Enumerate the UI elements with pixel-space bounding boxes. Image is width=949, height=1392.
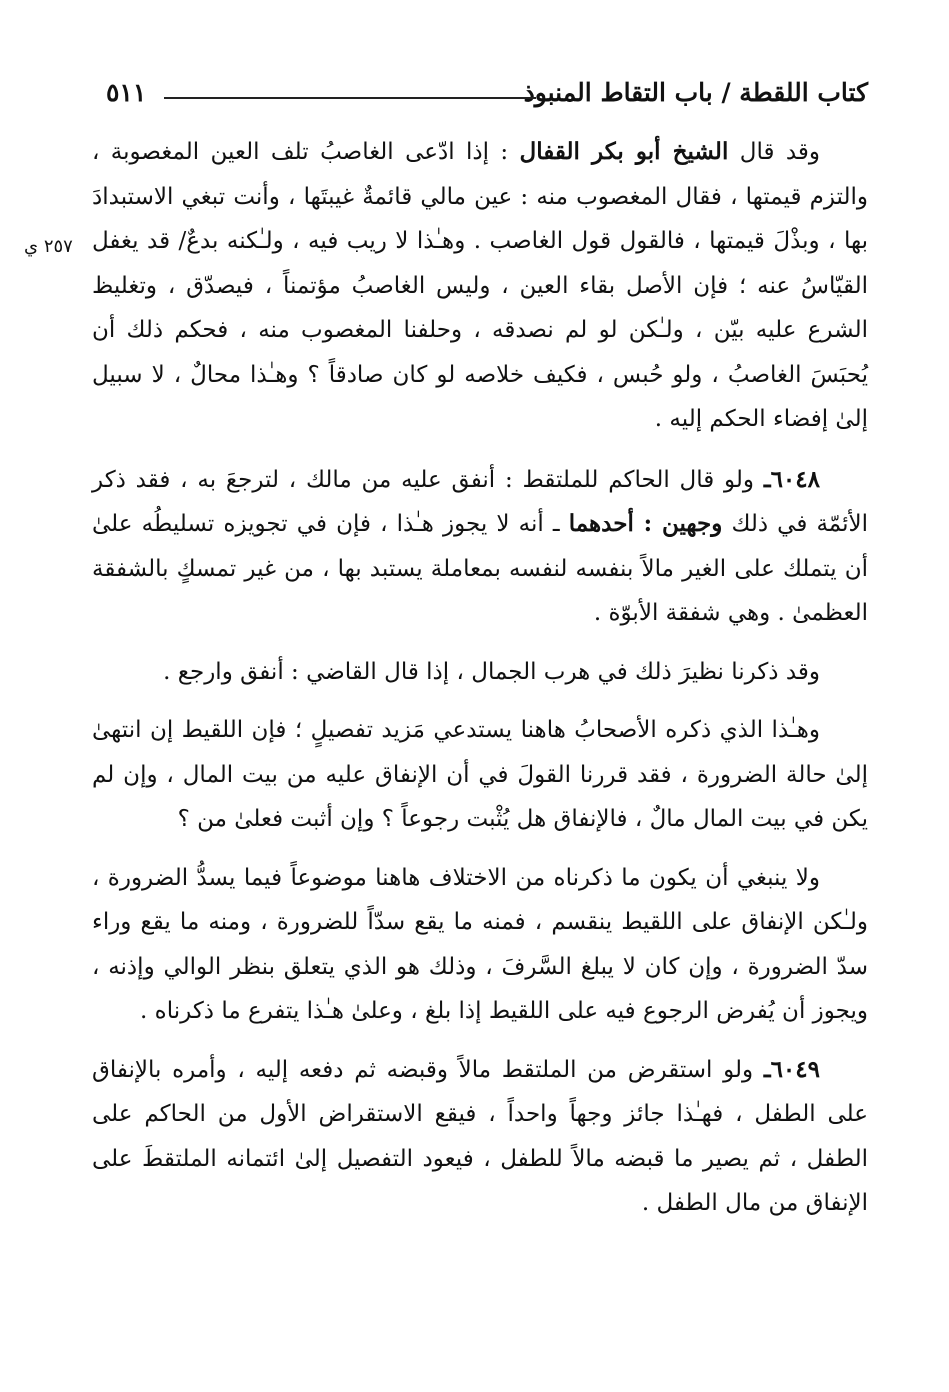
paragraph-3-text: وقد ذكرنا نظيرَ ذلك في هرب الجمال ، إذا قال القاضي : أنفق وارجع . (163, 658, 820, 685)
paragraph-2-bold: وجهين : أحدهما (568, 510, 723, 537)
paragraph-5-text: ولا ينبغي أن يكون ما ذكرناه من الاختلاف هاهنا موضوعاً فيما يسدُّ الضرورة ، ولـٰكن الإنفاق على اللقيط ينقسم ، فمنه ما يقع سدّاً للضرورة ، ومنه ما يقع وراء سدّ الضرورة ، وإن كان لا يبلغ السَّرفَ ، وذلك هو الذي يتعلق بنظر الوالي وإذنه ، ويجوز أن يُفرض الرجوع فيه على اللقيط إذا بلغ ، وعلىٰ هـٰذا يتفرع ما ذكرناه . (92, 864, 868, 1024)
paragraph-6-number: ٦٠٤٩ـ (763, 1055, 820, 1083)
margin-manuscript-ref: ٢٥٧ ي (24, 236, 73, 257)
paragraph-2-number: ٦٠٤٨ـ (763, 465, 820, 493)
paragraph-2-text: ولو قال الحاكم للملتقط : أنفق عليه من مالك ، لترجعَ به ، فقد ذكر الأئمّة في ذلك (92, 466, 868, 537)
paragraph-5 (92, 856, 868, 1034)
page-header (88, 76, 868, 116)
header-rule (164, 97, 536, 99)
paragraph-2-text2: ـ أنه لا يجوز هـٰذا ، فإن في تجويزه تسليطُه علىٰ أن يتملك على الغير مالاً بنفسه لنفسه بمعاملة يستبد بها ، من غير تمسكٍ بالشفقة العظمىٰ . وهي شفقة الأبوّة . (92, 511, 868, 626)
paragraph-1-text: : إذا ادّعى الغاصبُ تلف العين المغصوبة ، والتزم قيمتها ، فقال المغصوب منه : عين مالي قائمةٌ غيبتَها ، وأنت تبغي الاستبدادَ بها ، وبذْلَ قيمتها ، فالقول قول الغاصب . وهـٰذا لا ريب فيه ، ولـٰكنه بدعٌ/ قد يغفل القيّاسُ عنه ؛ فإن الأصل بقاء العين ، وليس الغاصبُ مؤتمناً ، فيصدّق ، وتغليظ الشرع عليه بيّن ، ولـٰكن لو لم نصدقه ، وحلفنا المغصوب منه ، فحكم ذلك أن يُحبَسَ الغاصبُ ، ولو حُبس ، فكيف خلاصه لو كان صادقاً ؟ وهـٰذا محالٌ ، لا سبيل إلىٰ إفضاء الحكم إليه . (92, 139, 868, 432)
paragraph-6 (92, 1048, 868, 1226)
paragraph-3 (92, 650, 868, 695)
paragraph-1 (92, 130, 868, 442)
page-number: ٥١١ (106, 78, 147, 107)
paragraph-6-text: ولو استقرض من الملتقط مالاً وقبضه ثم دفعه إليه ، وأمره بالإنفاق على الطفل ، فهـٰذا جائز وجهاً واحداً ، فيقع الاستقراض الأول من الحاكم على الطفل ، ثم يصير ما قبضه مالاً للطفل ، فيعود التفصيل إلىٰ ائتمانه الملتقطَ على الإنفاق من مال الطفل . (92, 1056, 868, 1216)
paragraph-1-name: الشيخ أبو بكر القفال (519, 138, 729, 165)
paragraph-4 (92, 708, 868, 842)
paragraph-4-text: وهـٰذا الذي ذكره الأصحابُ هاهنا يستدعي مَزيد تفصيلٍ ؛ فإن اللقيط إن انتهىٰ إلىٰ حالة الضرورة ، فقد قررنا القولَ في أن الإنفاق عليه من بيت المال ، وإن لم يكن في بيت المال مالٌ ، فالإنفاق هل يُثْبت رجوعاً ؟ وإن أثبت فعلىٰ من ؟ (92, 717, 868, 832)
paragraph-1-intro: وقد قال (728, 139, 821, 165)
body-text (92, 130, 868, 1240)
paragraph-2 (92, 458, 868, 636)
running-header-title: كتاب اللقطة / باب التقاط المنبوذ (523, 78, 868, 107)
